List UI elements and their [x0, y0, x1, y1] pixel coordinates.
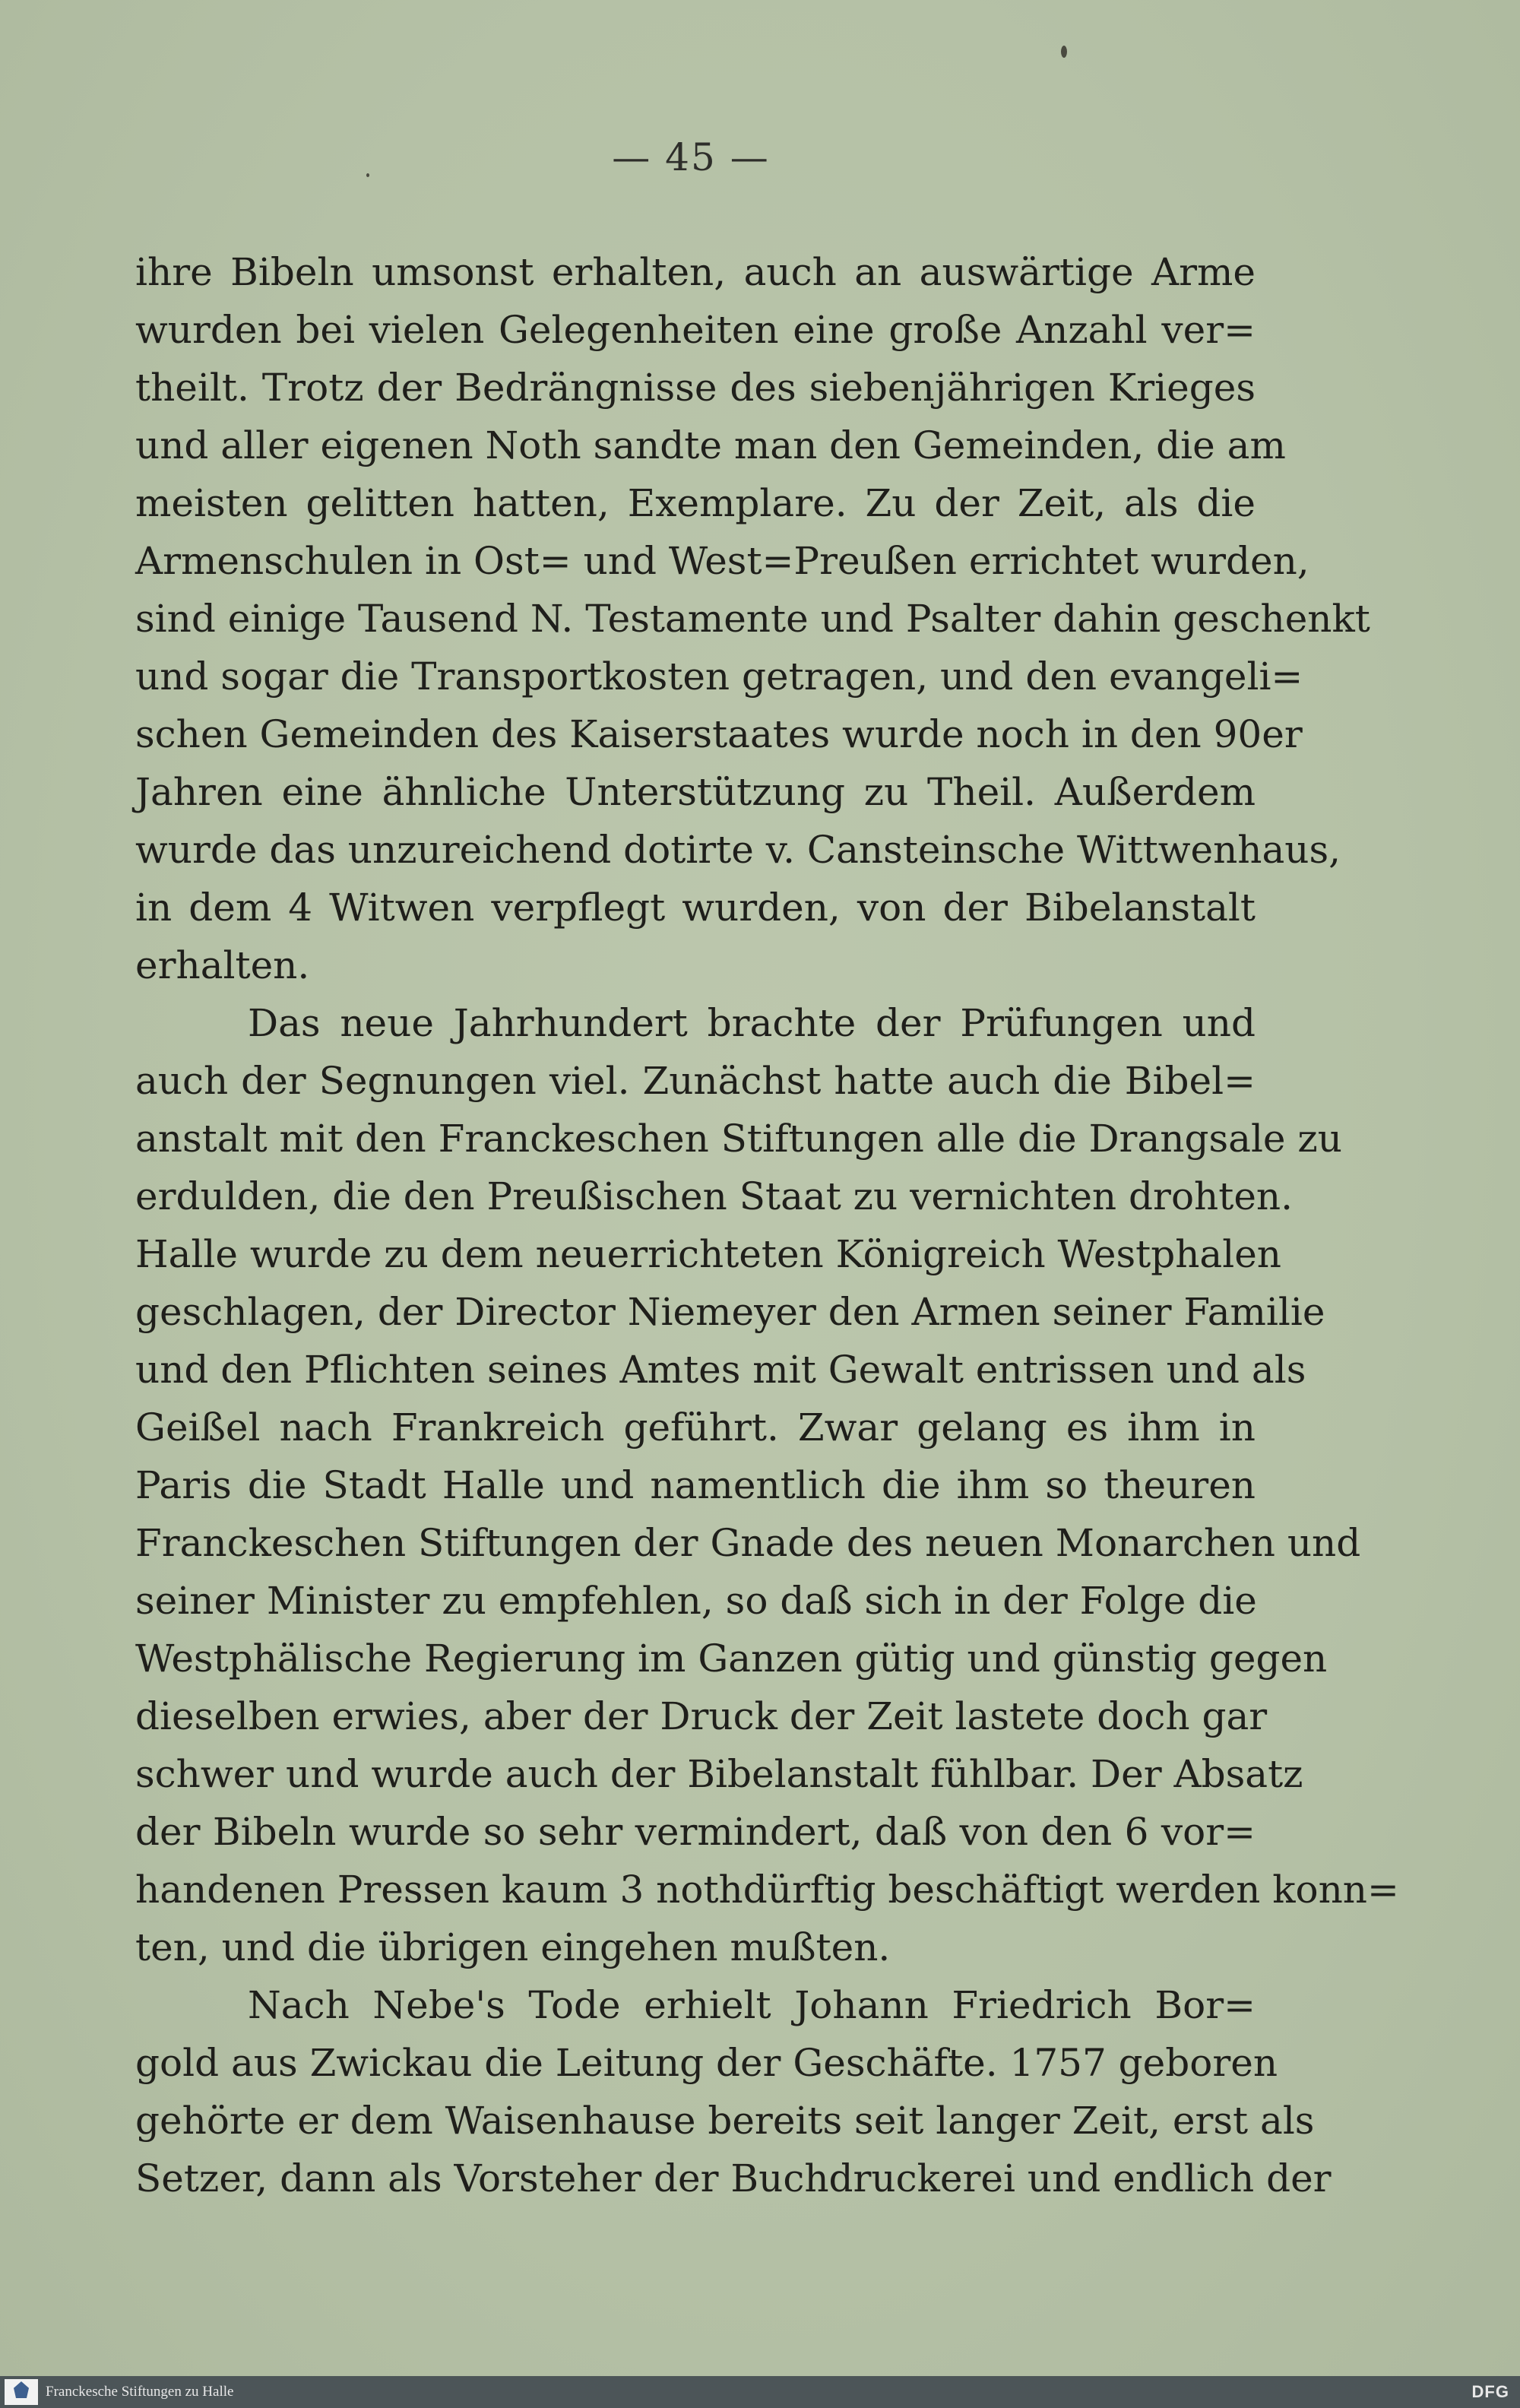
- ink-speck: [1061, 46, 1067, 58]
- page-number: — 45 —: [612, 135, 770, 179]
- text-line: Jahren eine ähnliche Unterstützung zu Theil. Außerdem: [135, 770, 1256, 814]
- text-line: erhalten.: [135, 943, 310, 987]
- institution-logo-icon: [14, 2381, 29, 2398]
- text-line: Armenschulen in Ost= und West=Preußen errichtet wurden,: [135, 539, 1309, 583]
- text-line: Franckeschen Stiftungen der Gnade des neuen Monarchen und: [135, 1521, 1361, 1565]
- text-line: handenen Pressen kaum 3 nothdürftig beschäftigt werden konn=: [135, 1868, 1399, 1912]
- text-line: meisten gelitten hatten, Exemplare. Zu der Zeit, als die: [135, 481, 1256, 525]
- text-line: Paris die Stadt Halle und namentlich die ihm so theuren: [135, 1463, 1256, 1507]
- text-line: und aller eigenen Noth sandte man den Gemeinden, die am: [135, 423, 1286, 467]
- text-line: gold aus Zwickau die Leitung der Geschäfte. 1757 geboren: [135, 2041, 1278, 2085]
- institution-logo: [5, 2379, 38, 2405]
- text-line: dieselben erwies, aber der Druck der Zeit lastete doch gar: [135, 1694, 1268, 1738]
- text-line: wurden bei vielen Gelegenheiten eine große Anzahl ver=: [135, 308, 1256, 352]
- text-line: erdulden, die den Preußischen Staat zu vernichten drohten.: [135, 1174, 1294, 1218]
- source-credit: Franckesche Stiftungen zu Halle: [46, 2384, 234, 2400]
- text-line: schen Gemeinden des Kaiserstaates wurde noch in den 90er: [135, 712, 1303, 756]
- dfg-badge: DFG: [1471, 2382, 1509, 2401]
- text-line: und sogar die Transportkosten getragen, und den evangeli=: [135, 654, 1303, 699]
- text-line: auch der Segnungen viel. Zunächst hatte auch die Bibel=: [135, 1059, 1256, 1103]
- text-line: Halle wurde zu dem neuerrichteten Königreich Westphalen: [135, 1232, 1282, 1276]
- text-line: Setzer, dann als Vorsteher der Buchdruckerei und endlich der: [135, 2156, 1332, 2200]
- body-text: [135, 243, 1399, 2207]
- text-line: ihre Bibeln umsonst erhalten, auch an auswärtige Arme: [135, 250, 1256, 294]
- text-line: Das neue Jahrhundert brachte der Prüfungen und: [248, 1001, 1256, 1045]
- text-line: Nach Nebe's Tode erhielt Johann Friedrich Bor=: [248, 1983, 1256, 2027]
- text-line: gehörte er dem Waisenhause bereits seit langer Zeit, erst als: [135, 2099, 1315, 2143]
- text-line: in dem 4 Witwen verpflegt wurden, von der Bibelanstalt: [135, 886, 1256, 930]
- text-line: sind einige Tausend N. Testamente und Psalter dahin geschenkt: [135, 597, 1370, 641]
- viewer-footer-bar: [0, 2376, 1520, 2408]
- text-line: anstalt mit den Franckeschen Stiftungen alle die Drangsale zu: [135, 1117, 1342, 1161]
- text-line: Geißel nach Frankreich geführt. Zwar gelang es ihm in: [135, 1405, 1256, 1450]
- text-line: seiner Minister zu empfehlen, so daß sich in der Folge die: [135, 1579, 1257, 1623]
- text-line: wurde das unzureichend dotirte v. Cansteinsche Wittwenhaus,: [135, 828, 1341, 872]
- text-line: Westphälische Regierung im Ganzen gütig und günstig gegen: [135, 1636, 1328, 1681]
- text-line: und den Pflichten seines Amtes mit Gewalt entrissen und als: [135, 1348, 1306, 1392]
- text-line: theilt. Trotz der Bedrängnisse des siebenjährigen Krieges: [135, 366, 1256, 410]
- text-line: der Bibeln wurde so sehr vermindert, daß von den 6 vor=: [135, 1810, 1256, 1854]
- text-line: ten, und die übrigen eingehen mußten.: [135, 1925, 891, 1969]
- text-line: geschlagen, der Director Niemeyer den Armen seiner Familie: [135, 1290, 1325, 1334]
- text-line: schwer und wurde auch der Bibelanstalt fühlbar. Der Absatz: [135, 1752, 1303, 1796]
